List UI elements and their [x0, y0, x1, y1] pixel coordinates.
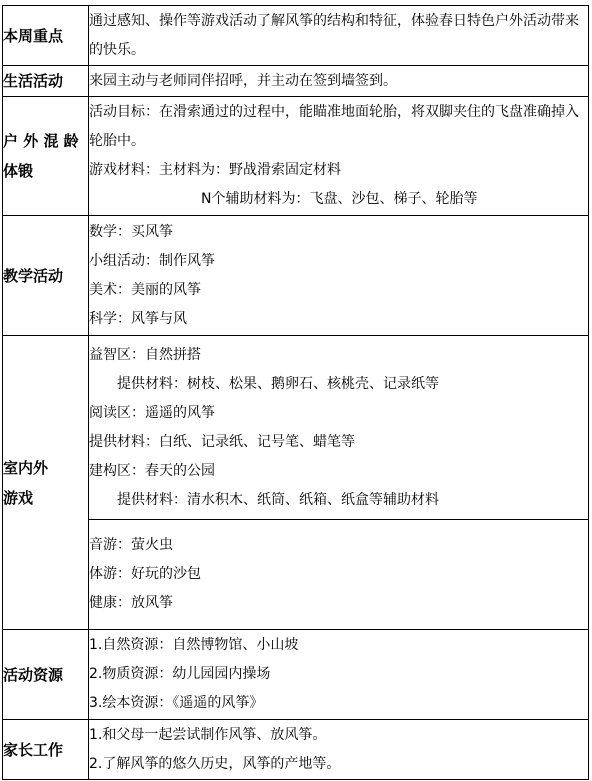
daily-life-heading: 生活活动: [3, 66, 89, 97]
row-games-indoor: [3, 336, 589, 520]
weekly-plan-table: [2, 5, 589, 780]
teaching-item: 科学：风筝与风: [89, 310, 187, 327]
daily-life-text: 来园主动与老师同伴招呼，并主动在签到墙签到。: [89, 72, 397, 89]
outdoor-materials-main: 游戏材料：主材料为：野战滑索固定材料: [89, 162, 341, 178]
games-heading-2: 游戏: [3, 488, 34, 507]
teaching-item: 小组活动：制作风筝: [89, 252, 215, 269]
resources-heading: 活动资源: [3, 630, 89, 720]
games-heading-1: 室内外: [3, 458, 49, 477]
games-outdoor-item: 健康：放风筝: [89, 595, 173, 611]
weekly-focus-heading: 本周重点: [3, 6, 89, 66]
row-teaching: [3, 216, 589, 336]
row-outdoor-exercise: [3, 97, 589, 216]
row-games-outdoor: [3, 520, 589, 630]
resources-item: 1.自然资源：自然博物馆、小山坡: [89, 637, 299, 653]
outdoor-exercise-heading-1: 户 外 混 龄: [3, 132, 79, 150]
teaching-item: 美术：美丽的风筝: [89, 281, 201, 298]
teaching-item: 数学：买风筝: [89, 223, 173, 240]
weekly-focus-text: 通过感知、操作等游戏活动了解风筝的结构和特征，体验春日特色户外活动带来的快乐。: [89, 12, 579, 58]
row-weekly-focus: [3, 6, 589, 66]
parent-work-item: 1.和父母一起尝试制作风筝、放风筝。: [89, 726, 327, 743]
row-parent-work: [3, 720, 589, 780]
games-area-reading: 阅读区：遥遥的风筝: [89, 404, 215, 421]
teaching-heading: 教学活动: [3, 216, 89, 336]
outdoor-exercise-heading-2: 体锻: [3, 162, 34, 180]
resources-item: 3.绘本资源：《遥遥的风筝》: [89, 695, 264, 711]
row-resources: [3, 630, 589, 720]
outdoor-goal-text: 活动目标：在滑索通过的过程中，能瞄准地面轮胎，将双脚夹住的飞盘准确掉入轮胎中。: [89, 104, 579, 149]
games-area-materials: 提供材料：树枝、松果、鹅卵石、核桃壳、记录纸等: [117, 375, 439, 392]
games-area-building: 建构区：春天的公园: [89, 462, 215, 479]
parent-work-item: 2.了解风筝的悠久历史，风筝的产地等。: [89, 755, 341, 772]
games-area-puzzle: 益智区：自然拼搭: [89, 346, 201, 363]
resources-item: 2.物质资源：幼儿园园内操场: [89, 666, 271, 682]
games-area-materials: 提供材料：清水积木、纸筒、纸箱、纸盒等辅助材料: [117, 491, 439, 508]
outdoor-materials-aux: N个辅助材料为：飞盘、沙包、梯子、轮胎等: [201, 191, 478, 207]
games-area-materials: 提供材料：白纸、记录纸、记号笔、蜡笔等: [89, 433, 355, 450]
games-outdoor-item: 音游：萤火虫: [89, 537, 173, 553]
row-daily-life: [3, 66, 589, 97]
games-outdoor-item: 体游：好玩的沙包: [89, 566, 201, 582]
parent-work-heading: 家长工作: [3, 720, 89, 780]
